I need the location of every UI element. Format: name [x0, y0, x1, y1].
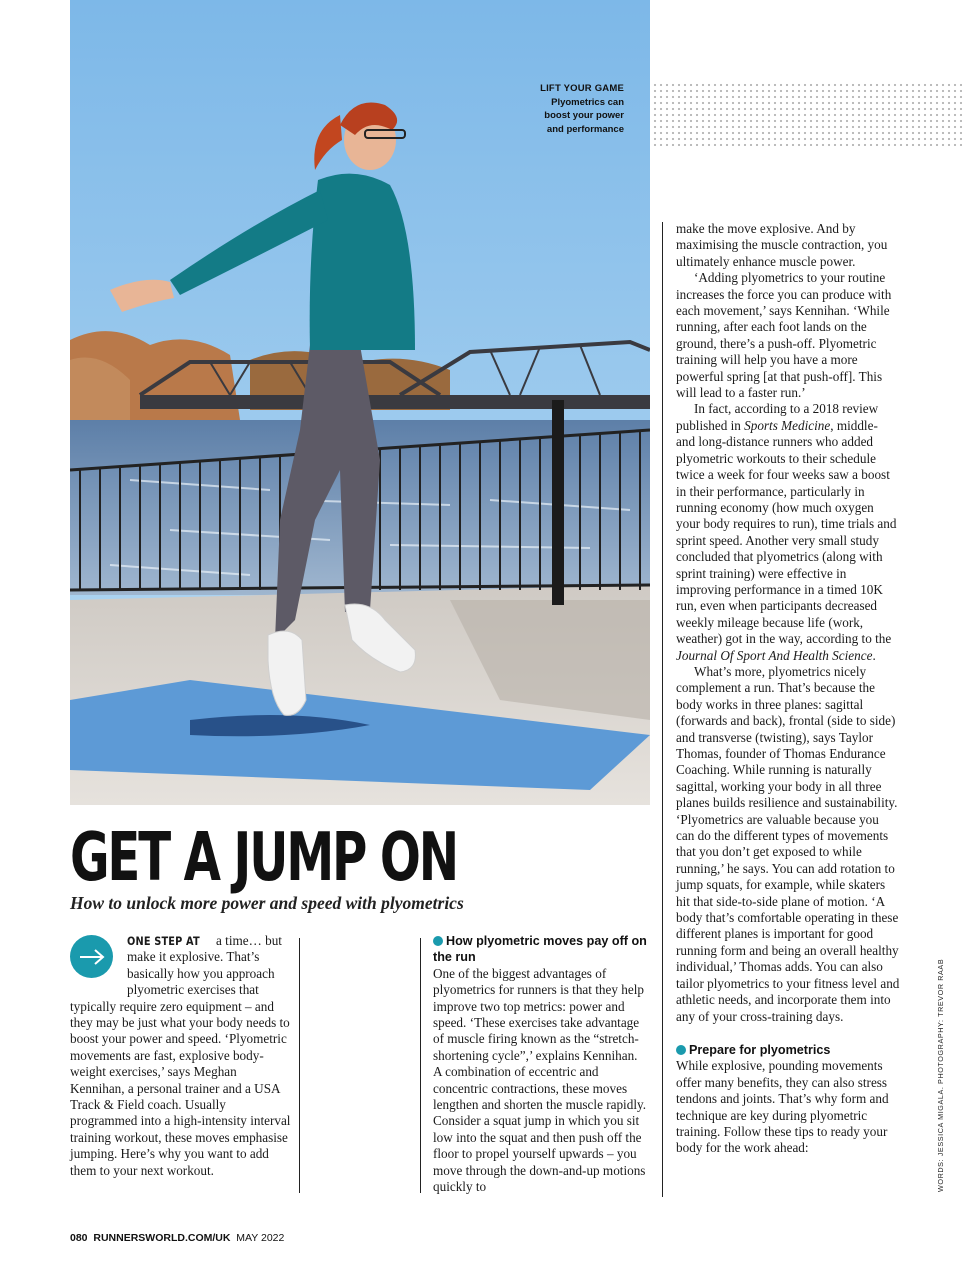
arrow-right-icon	[70, 935, 113, 978]
journal-name: Sports Medicine	[744, 417, 831, 433]
column-divider	[299, 938, 300, 1193]
body-paragraph: One of the biggest advantages of plyometrics for runners is that they help improve two top metrics: power and speed. ‘These exercises take advantage of muscle firing known as the “stretch-shortening cycle”,’ explains Kennihan. A combination of eccentric and concentric contractions, these moves lengthen and shorten the muscle rapidly. Consider a squat jump in which you sit low into the squat and then push off the floor to propel yourself upwards – you move through the down-and-up motions quickly to	[433, 965, 647, 1195]
column-2	[433, 933, 648, 1196]
body-paragraph: While explosive, pounding movements offer many benefits, they can also stress tendons and joints. That’s why form and technique are key during plyometric training. Follow these tips to ready your body for the work ahead:	[676, 1058, 889, 1156]
issue-date: MAY 2022	[236, 1232, 285, 1244]
caption-line: and performance	[546, 123, 624, 135]
intro-text: a time… but make it explosive. That’s basically how you approach plyometric exercises that typically require zero equipment – and they may be just what your body needs to boost your power and speed. ‘Plyometric movements are fast, explosive body-weight exercises,’ says Meghan Kennihan, a personal trainer and a USA Track & Field coach. Usually programmed into a high-intensity interval training workout, these moves emphasise jumping. Here’s why you want to add them to your next workout.	[70, 933, 291, 1178]
dot-pattern	[652, 82, 962, 146]
caption-title: LIFT YOUR GAME	[540, 83, 624, 94]
standfirst: How to unlock more power and speed with plyometrics	[70, 893, 464, 913]
photo-credit: WORDS: JESSICA MIGALA. PHOTOGRAPHY: TREVOR RAAB	[936, 958, 945, 1192]
body-paragraph: ‘Adding plyometrics to your routine increases the force you can produce with each movement,’ says Kennihan. ‘While running, after each foot lands on the ground, there’s a push-off. Plyometric training will help you have a more powerful spring [at that push-off]. This will lead to a faster run.’	[676, 270, 892, 401]
text-run: .	[872, 647, 876, 663]
caption-line: boost your power	[544, 110, 624, 121]
subhead-text: How plyometric moves pay off on the run	[433, 934, 647, 965]
page-number: 080	[70, 1232, 88, 1244]
lead-caps: ONE STEP AT	[127, 934, 200, 948]
subhead	[433, 933, 648, 966]
caption-line: Plyometrics can	[551, 96, 624, 108]
column-3	[676, 221, 900, 1157]
body-paragraph: What’s more, plyometrics nicely complement a run. That’s because the body works in three planes: sagittal (forwards and back), frontal (side to side) and transverse (twisting), says Taylor Thomas, founder of Thomas Endurance Coaching. While running is naturally sagittal, working your body in all three planes builds resilience and sustainability. ‘Plyometrics are valuable because you can do the different types of movements that you don’t get exposed to while running,’ he says. You can add rotation to jump squats, for example, while skaters hit that side-to-side plane of motion. ‘A body that’s comfortable operating in these different planes is important for good running form and being an overall healthy individual,’ Thomas adds. You can also tailor plyometrics to your fitness level and athletic needs, and incorporate them into any of your cross-training days.	[676, 663, 900, 1024]
column-divider	[662, 222, 663, 1197]
subhead	[676, 1042, 900, 1058]
column-divider	[420, 938, 421, 1193]
subhead-text: Prepare for plyometrics	[689, 1042, 831, 1057]
bullet-icon	[433, 936, 443, 946]
photo-caption	[492, 82, 624, 136]
bullet-icon	[676, 1045, 686, 1055]
journal-name: Journal Of Sport And Health Science	[676, 647, 873, 663]
headline: GET A JUMP ON	[70, 818, 457, 896]
page-footer	[70, 1232, 284, 1244]
text-run: In fact, according to a 2018 review published in	[676, 401, 879, 433]
text-run: , middle- and long-distance runners who added plyometric workouts to their schedule twice a week for four weeks saw a boost in their performance, particularly in running economy (how much oxygen your body requires to run), time trials and sprint speed. Another very small study concluded that plyometrics (along with sprint training) were effective in improving performance in a timed 10K run, even when participants decreased weekly mileage because life (work, weather) got in the way, according to the	[676, 417, 897, 647]
body-paragraph: make the move explosive. And by maximising the muscle contraction, you ultimately enhance muscle power.	[676, 221, 888, 269]
body-paragraph	[676, 401, 900, 664]
column-1	[70, 933, 292, 1179]
website: RUNNERSWORLD.COM/UK	[93, 1232, 231, 1244]
